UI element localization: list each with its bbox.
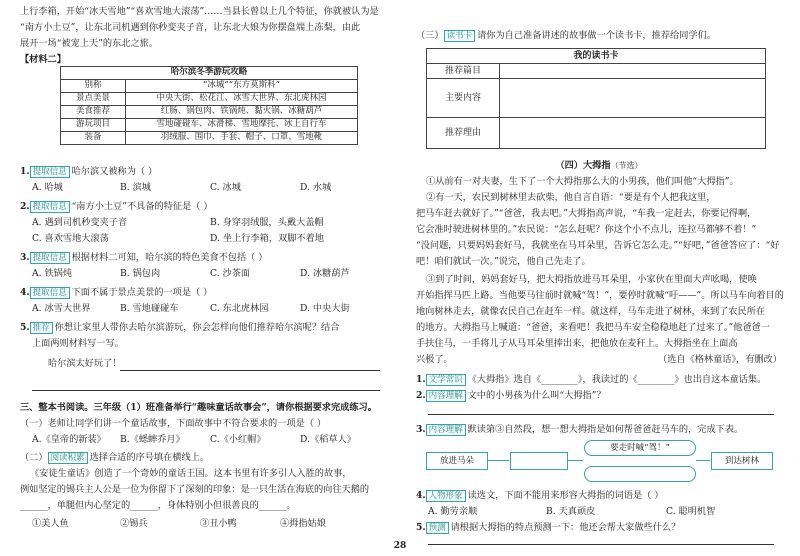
flow-arrow (487, 460, 509, 461)
q2-option-d[interactable]: D. 坐上行李箱，双脚不着地 (210, 233, 324, 244)
flow-arrow (567, 460, 583, 461)
r-q3-tag: 内容理解 (426, 424, 466, 436)
q3: 3. 提取信息 根据材料二可知，哈尔滨的特色美食不包括（ ） (20, 252, 268, 263)
r-q5: 5. 预测 请根据大拇指的特点预测一下：他还会帮大家做些什么？ (416, 522, 681, 533)
table-row: 游玩项目 雪地碰碰车、冰滑梯、雪地摩托、冰上自行车 (61, 119, 358, 132)
q5: 5. 推荐 你想让家里人带你去哈尔滨游玩，你会怎样向他们推荐哈尔滨呢？结合 (20, 322, 340, 333)
page-number: 28 (393, 540, 407, 551)
paragraph-line: ②有一天，农民到树林里去砍柴，他自言自语：“要是有个人把我这里， (426, 192, 716, 203)
card-row: 推荐篇目 (427, 64, 766, 79)
flow-start-box: 放进马朵 (426, 452, 488, 470)
r-q4-option-c[interactable]: C. 聪明机智 (666, 506, 716, 517)
sub2-option-4[interactable]: ④拇指姑娘 (280, 518, 326, 529)
q2-option-b[interactable]: B. 身穿羽绒服，头戴大盖帽 (210, 217, 324, 228)
paragraph-line: ③到了时间，妈妈套好马，把大拇指放进马耳朵里，小家伙在里面大声吆喝，使唤 (426, 274, 757, 285)
q5-answer-start: 哈尔滨太好玩了！ (48, 358, 122, 369)
flow-mid-bottom-blank[interactable] (584, 466, 696, 482)
card-input-title[interactable] (500, 64, 766, 79)
reading-card-tag: 读书卡 (444, 30, 476, 42)
sub1-option-a[interactable]: A.《皇帝的新装》 (32, 434, 106, 445)
r-q4: 4. 人物形象 读选文，下面不能用来形容大拇指的词语是（ ） (416, 490, 664, 501)
card-row: 主要内容 (427, 79, 766, 118)
q2-tag: 提取信息 (30, 201, 70, 213)
answer-line[interactable] (32, 390, 380, 391)
right-column (416, 0, 782, 556)
r-q2: 2. 内容理解 文中的小男孩为什么叫“大拇指”？ (416, 390, 606, 401)
intro-line-1: 上行李箱，开始“冰天雪地”“喜欢雪地大滚荡”……当县长曾以上几个特征，你就被认为是 (20, 6, 379, 17)
reading-card-table (426, 48, 766, 149)
r-q2-tag: 内容理解 (426, 390, 466, 402)
paragraph-line: 地向树林走去，就像农民自己在赶车一样。就这样，马车走进了树林，来到了农民所在 (416, 306, 766, 317)
paragraph-line: 它会准时驶进树林里的。”农民说：“怎么赶呢？你这个小不点儿，连拉马都够不着！” (416, 224, 757, 235)
q5-text-2: 上面两则材料写一写。 (32, 338, 124, 349)
table-row: 景点美景 中央大街、松花江、冰雪大世界、东北虎林园 (61, 93, 358, 106)
q4-option-c[interactable]: C. 东北虎林园 (210, 303, 269, 314)
left-column (20, 0, 382, 556)
sub2-option-2[interactable]: ②锡兵 (120, 518, 148, 529)
table-row: 美食推荐 红肠、锅包肉、铁锅炖、黏火锅、冰糖葫芦 (61, 106, 358, 119)
q1-option-d[interactable]: D. 水城 (300, 182, 332, 193)
r-q1-tag: 文学常识 (426, 374, 466, 386)
winter-guide-table (60, 66, 358, 145)
sub2-option-3[interactable]: ③丑小鸭 (200, 518, 237, 529)
answer-line[interactable] (428, 414, 774, 415)
q2-option-c[interactable]: C. 喜欢雪地大滚荡 (32, 233, 109, 244)
paragraph-line: 开始指挥马匹上路。当他要马往前时就喊“驾！”，要停时就喊“吁——”。所以马车向着目的 (416, 290, 784, 301)
sub2-line-2: 例如坚定的锡兵主人公是一位为你留下了深刻的印象：是一只生活在海底的向往天鹅的 (20, 484, 370, 495)
q1-option-b[interactable]: B. 滨城 (120, 182, 151, 193)
intro-line-3: 展开一场“被宠上天”的东北之旅。 (20, 38, 159, 49)
sub2-quote: 《安徒生童话》创造了一个奇妙的童话王国。这本书里有许多引人入胜的故事， (30, 468, 352, 479)
paragraph-line: ①从前有一对夫妻，生下了一个大拇指那么大的小男孩，他们叫他“大拇指”。 (426, 176, 739, 187)
table-title: 哈尔滨冬季游玩攻略 (61, 67, 358, 80)
q4-tag: 提取信息 (30, 287, 70, 299)
paragraph-line: “没问题，只要妈妈套好马，我就坐在马耳朵里，告诉它怎么走。”“好吧，”爸爸答应了：“好 (416, 240, 780, 251)
card-input-content[interactable] (500, 79, 766, 118)
sub2-option-1[interactable]: ①美人鱼 (32, 518, 69, 529)
flow-blank-box[interactable] (510, 452, 568, 470)
paragraph-line: 兴极了。 (416, 354, 453, 365)
r-q3: 3. 内容理解 默读第③自然段，想一想大拇指是如何帮爸爸赶马车的，完成下表。 (416, 424, 744, 435)
q4-option-a[interactable]: A. 冰雪大世界 (32, 303, 91, 314)
card-row: 推荐理由 (427, 118, 766, 149)
sub1-option-d[interactable]: D.《稻草人》 (300, 434, 356, 445)
material-label: 【材料二】 (20, 54, 66, 65)
r-q4-option-b[interactable]: B. 天真顽皮 (546, 506, 596, 517)
answer-line[interactable] (120, 370, 380, 371)
paragraph-line: 的地方。大拇指马上喊道：“爸爸，来看吧！我把马车安全稳稳地赶了过来了。”他爸爸一 (416, 322, 770, 333)
r-q1: 1. 文学常识 《大拇指》选自《________》，我读过的《________》也出自这本童话集。 (416, 374, 767, 385)
paragraph-line: 手扶住马，一手将儿子从马耳朵里捧出来，把他放在麦秆上。大拇指坐在上面高 (416, 338, 738, 349)
sub1-option-b[interactable]: B.《蟋蟀乔月》 (120, 434, 185, 445)
sub2-line-3: ______，单腿但内心坚定的______，身体特别小但很善良的______。 (20, 500, 296, 511)
r-q5-tag: 预测 (426, 522, 449, 534)
card-title: 我的读书卡 (427, 49, 766, 64)
flow-arrow (696, 460, 710, 461)
section3-sub2: （二） 阅读积累 选择合适的序号填在横线上。 (20, 452, 210, 463)
q5-tag: 推荐 (30, 322, 53, 334)
table-row: 装备 羽绒服、围巾、手套、帽子、口罩、雪地靴 (61, 132, 358, 145)
q4-option-d[interactable]: D. 中央大街 (300, 303, 350, 314)
q1-option-c[interactable]: C. 冰城 (210, 182, 241, 193)
r-q4-tag: 人物形象 (426, 490, 466, 502)
q3-option-d[interactable]: D. 冰糖葫芦 (300, 268, 350, 279)
section3-sub1: （一）老师让同学们讲一个童话故事，下面故事中不符合要求的一项是（ ） (20, 418, 327, 429)
q1: 1. 提取信息 哈尔滨又被称为（ ） (20, 166, 158, 177)
section-reading-card: （三） 读书卡 请你为自己准备讲述的故事做一个读书卡，推荐给同学们。 (416, 30, 716, 41)
passage-title: （四）大拇指（节选） (555, 160, 643, 171)
q4-option-b[interactable]: B. 雪地碰碰车 (120, 303, 179, 314)
section3-title: 三、整本书阅读。三年级（1）班准备举行“趣味童话故事会”，请你根据要求完成练习。 (20, 402, 377, 413)
sub2-tag: 阅读积累 (48, 452, 88, 464)
q3-option-c[interactable]: C. 沙茶面 (210, 268, 251, 279)
flow-mid-top: 要走时喊“驾！” (584, 440, 696, 456)
sub1-option-c[interactable]: C.《小红帽》 (210, 434, 266, 445)
q1-tag: 提取信息 (30, 166, 70, 178)
card-input-reason[interactable] (500, 118, 766, 149)
q2-option-a[interactable]: A. 遇到司机秒变夹子音 (32, 217, 128, 228)
intro-line-2: “南方小土豆”，让东北司机遇到你秒变夹子音，让东北大娘为你摆盘端上冻梨，由此 (20, 22, 361, 33)
q1-option-a[interactable]: A. 哈城 (32, 182, 63, 193)
flow-end-box: 到达树林 (711, 452, 773, 470)
paragraph-line: 吧！咱们就试一次。”说完，他自己先走了。 (416, 256, 591, 267)
paragraph-line: 把马车赶去就好了。”“爸爸，我去吧。”大拇指高声说，“车我一定赶去，你要记得啊， (416, 208, 757, 219)
table-row: 别称 “冰城”“东方莫斯科” (61, 80, 358, 93)
q2: 2. 提取信息 “南方小土豆”不具备的特征是（ ） (20, 201, 213, 212)
q3-option-b[interactable]: B. 锅包肉 (120, 268, 161, 279)
q3-tag: 提取信息 (30, 252, 70, 264)
passage-source: （选自《格林童话》，有删改） (657, 354, 782, 365)
r-q4-option-a[interactable]: A. 勤劳亲顺 (428, 506, 478, 517)
q3-option-a[interactable]: A. 铁锅炖 (32, 268, 73, 279)
q4: 4. 提取信息 下面不属于景点美景的一项是（ ） (20, 287, 213, 298)
